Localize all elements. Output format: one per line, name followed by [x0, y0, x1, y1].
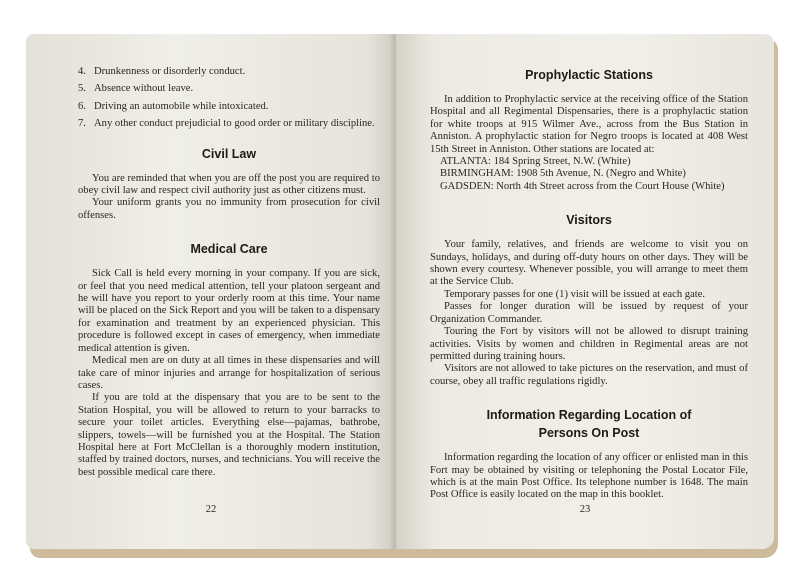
list-item: 6. Driving an automobile while intoxicated.	[78, 100, 269, 112]
location-info-heading-line2: Persons On Post	[538, 426, 640, 441]
page-number-right: 23	[579, 504, 591, 515]
station-location: GADSDEN: North 4th Street across from the Court House (White)	[440, 180, 725, 192]
list-item: 7. Any other conduct prejudicial to good order or military discipline.	[78, 118, 375, 130]
visitors-heading: Visitors	[566, 213, 612, 228]
station-locations	[430, 156, 748, 193]
station-location: BIRMINGHAM: 1908 5th Avenue, N. (Negro and White)	[440, 168, 686, 180]
civil-law-heading: Civil Law	[201, 146, 257, 161]
station-location: ATLANTA: 184 Spring Street, N.W. (White)	[440, 156, 631, 168]
conduct-list	[78, 66, 380, 131]
civil-law-paragraph: You are reminded that when you are off the post you are required to obey civil law and respect civil authority just as other citizens must.	[78, 172, 380, 197]
location-info-heading	[430, 406, 748, 442]
right-page	[396, 34, 774, 549]
visitors-paragraph: Your family, relatives, and friends are welcome to visit you on Sundays, holidays, and during off-duty hours on other days. They will be shown every courtesy. Whenever possible, you will arrange to meet them at the Service Club.	[430, 239, 748, 288]
prophylactic-paragraph: In addition to Prophylactic service at the receiving office of the Station Hospital and all Regimental Dispensaries, there is a prophylactic station for white troops at 915 Wilmer Ave., across from the Bus Station in Anniston. A prophylactic station for Negro troops is located at 408 West 15th Street in Anniston. Other stations are located at:	[430, 94, 748, 155]
visitors-paragraph: Temporary passes for one (1) visit will be issued at each gate.	[444, 288, 706, 300]
prophylactic-heading: Prophylactic Stations	[525, 68, 653, 82]
location-info-paragraph: Information regarding the location of any officer or enlisted man in this Fort may be obtained by visiting or telephoning the Postal Locator File, which is at the main Post Office. Its telephone number is 1648. The main Post Office is easily located on the map in this booklet.	[430, 452, 748, 501]
list-item: 4. Drunkenness or disorderly conduct.	[78, 66, 246, 77]
list-item: 5. Absence without leave.	[78, 83, 194, 95]
visitors-paragraph: Passes for longer duration will be issued by request of your Organization Commander.	[430, 301, 748, 325]
location-info-heading-line1: Information Regarding Location of	[486, 408, 692, 423]
open-booklet	[26, 34, 774, 549]
page-number-left: 22	[205, 504, 217, 515]
medical-care-paragraph: If you are told at the dispensary that you are to be sent to the Station Hospital, you will be allowed to return to your barracks to secure your toilet articles. Everything else—pajamas, bathrobe, slippers, towels—will be furnished you at the Hospital. The Station Hospital here at Fort McClellan is a thoroughly modern institution, staffed by trained doctors, nurses, and technicians. You will receive the best possible medical care there.	[78, 392, 380, 478]
visitors-paragraph: Touring the Fort by visitors will not be allowed to disrupt training activities. Visits by women and children in Regimental areas are not permitted during training hours.	[430, 326, 748, 362]
medical-care-paragraph: Sick Call is held every morning in your company. If you are sick, or feel that you need medical attention, tell your platoon sergeant and he will have you report to your orderly room at this time. Your name will be placed on the Sick Report and you will be taken to a dispensary for examination and treatment by an experienced physician. This procedure is followed except in cases of emergency, when immediate medical attention is given.	[78, 268, 380, 354]
visitors-paragraph: Visitors are not allowed to take pictures on the reservation, and must of course, obey all traffic regulations rigidly.	[430, 363, 748, 387]
civil-law-paragraph: Your uniform grants you no immunity from prosecution for civil offenses.	[78, 197, 380, 221]
left-page	[26, 34, 396, 549]
medical-care-paragraph: Medical men are on duty at all times in these dispensaries and will take care of minor injuries and arrange for hospitalization of serious cases.	[78, 355, 380, 391]
medical-care-heading: Medical Care	[190, 242, 268, 257]
